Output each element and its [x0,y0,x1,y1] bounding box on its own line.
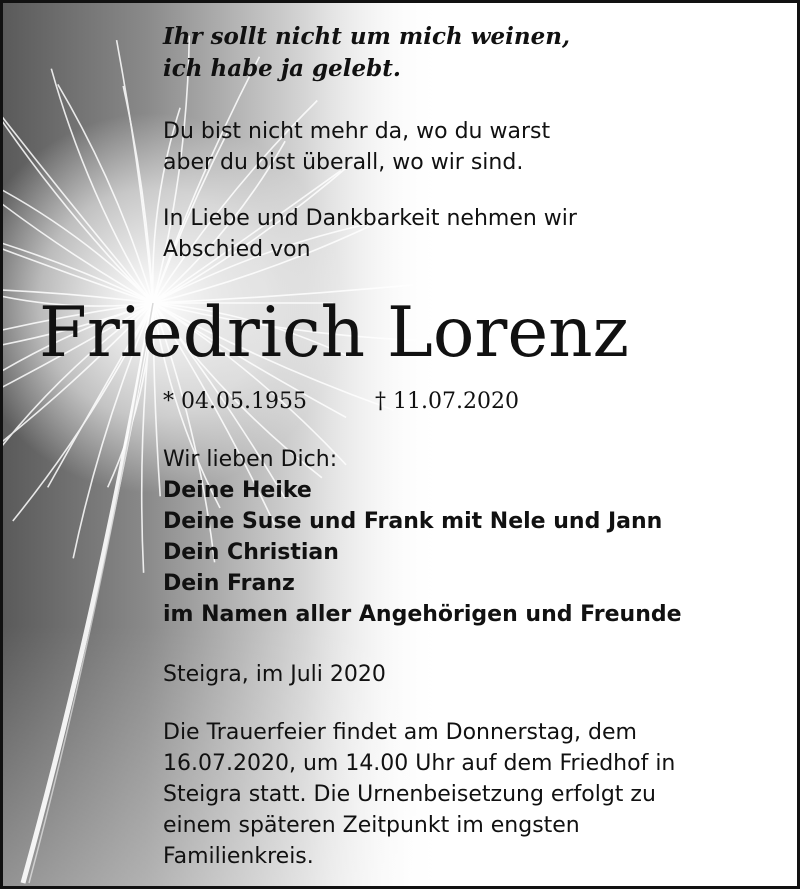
life-dates [163,387,519,417]
birth-date: * 04.05.1955 [163,389,307,414]
mourner-name: Dein Christian [163,540,339,565]
poem-line: ich habe ja gelebt. [163,55,401,82]
place-date: Steigra, im Juli 2020 [163,662,386,687]
verse-line: Du bist nicht mehr da, wo du warst [163,119,551,144]
poem [163,21,570,85]
mourner-name: Deine Heike [163,478,312,503]
mourner-name: Dein Franz [163,571,295,596]
mourners-list [163,475,682,630]
poem-line: Ihr sollt nicht um mich weinen, [163,23,570,50]
mourners-label: Wir lieben Dich: [163,447,338,472]
death-date: † 11.07.2020 [375,389,519,414]
mourner-name: Deine Suse und Frank mit Nele und Jann [163,509,663,534]
service-line: Die Trauerfeier findet am Donnerstag, dem [163,720,637,745]
service-line: Steigra statt. Die Urnenbeisetzung erfolgt zu [163,782,656,807]
deceased-name: Friedrich Lorenz [39,293,629,373]
verse-line: aber du bist überall, wo wir sind. [163,150,524,175]
service-line: Familienkreis. [163,844,314,869]
verse [163,116,550,178]
intro-line: In Liebe und Dankbarkeit nehmen wir [163,206,577,231]
mourner-name: im Namen aller Angehörigen und Freunde [163,602,682,627]
intro-line: Abschied von [163,237,311,262]
funeral-service-info [163,717,675,872]
service-line: einem späteren Zeitpunkt im engsten [163,813,580,838]
farewell-intro [163,203,577,265]
service-line: 16.07.2020, um 14.00 Uhr auf dem Friedhof in [163,751,676,776]
